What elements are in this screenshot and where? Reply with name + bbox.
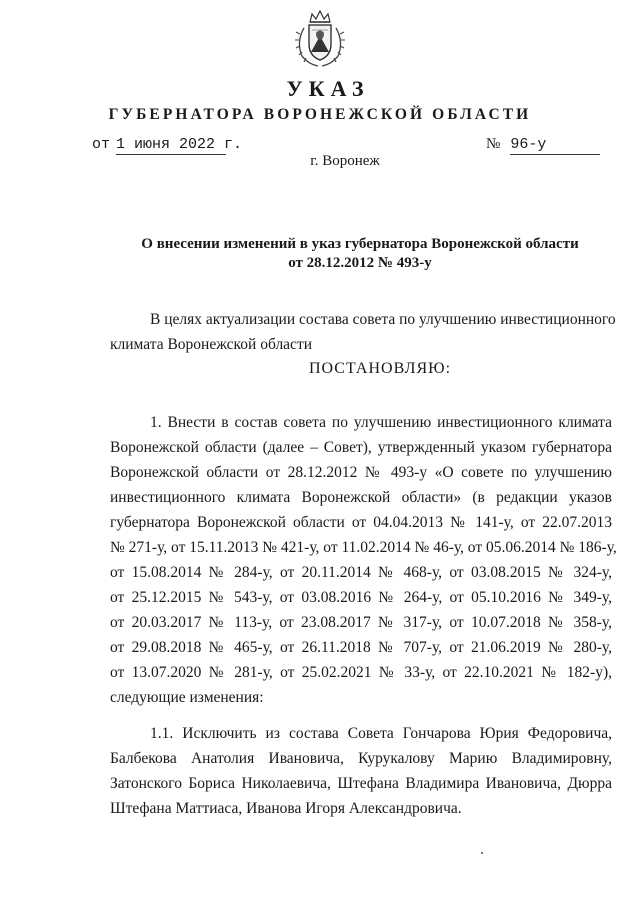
date-prefix: от xyxy=(92,136,111,153)
voronezh-coat-of-arms-icon xyxy=(290,8,350,70)
subject-heading xyxy=(80,235,640,273)
item1-line: от 15.08.2014 № 284-у, от 20.11.2014 № 468-у, от 03.08.2015 № 324-у, xyxy=(110,564,612,581)
item1-line: следующие изменения: xyxy=(110,689,264,706)
number-sign: № xyxy=(486,136,501,152)
item1-line: № 271-у, от 15.11.2013 № 421-у, от 11.02.2014 № 46-у, от 05.06.2014 № 186-у, xyxy=(110,539,617,556)
number-value: 96-у xyxy=(510,136,600,155)
preamble-line: В целях актуализации состава совета по улучшению инвестиционного xyxy=(150,311,616,328)
item1-line: от 13.07.2020 № 281-у, от 25.02.2021 № 33-у, от 22.10.2021 № 182-у), xyxy=(110,664,612,681)
item1-line: инвестиционного климата Воронежской области» (в редакции указов xyxy=(110,489,612,506)
date-value: 1 июня 2022 г. xyxy=(116,136,243,153)
item1-1-line: Затонского Бориса Николаевича, Штефана Владимира Ивановича, Дюрра xyxy=(110,775,612,792)
item1-line: 1. Внести в состав совета по улучшению инвестиционного климата xyxy=(150,414,612,431)
decree-word: ПОСТАНОВЛЯЮ: xyxy=(308,360,452,377)
item1-1-line: Штефана Маттиаса, Иванова Игоря Александровича. xyxy=(110,800,462,817)
item1-line: от 29.08.2018 № 465-у, от 26.11.2018 № 707-у, от 21.06.2019 № 280-у, xyxy=(110,639,612,656)
item1-1-line: Балбекова Анатолия Ивановича, Курукалову Марию Владимировну, xyxy=(110,750,612,767)
document-subtitle: ГУБЕРНАТОРА ВОРОНЕЖСКОЙ ОБЛАСТИ xyxy=(108,106,532,123)
item1-line: губернатора Воронежской области от 04.04.2013 № 141-у, от 22.07.2013 xyxy=(110,514,612,531)
preamble-line: климата Воронежской области xyxy=(110,336,313,353)
item1-line: Воронежской области от 28.12.2012 № 493-у «О совете по улучшению xyxy=(110,464,612,481)
city-label: г. Воронеж xyxy=(310,153,380,169)
document-title: УКАЗ xyxy=(286,76,370,101)
item1-1-line: 1.1. Исключить из состава Совета Гончарова Юрия Федоровича, xyxy=(150,725,612,742)
subject-line: О внесении изменений в указ губернатора Воронежской области xyxy=(141,236,579,252)
subject-line: от 28.12.2012 № 493-у xyxy=(288,255,432,271)
item1-line: Воронежской области (далее – Совет), утвержденный указом губернатора xyxy=(110,439,612,456)
item1-line: от 25.12.2015 № 543-у, от 03.08.2016 № 264-у, от 05.10.2016 № 349-у, xyxy=(110,589,612,606)
item1-line: от 20.03.2017 № 113-у, от 23.08.2017 № 317-у, от 10.07.2018 № 358-у, xyxy=(110,614,612,631)
scan-speck xyxy=(481,852,483,854)
